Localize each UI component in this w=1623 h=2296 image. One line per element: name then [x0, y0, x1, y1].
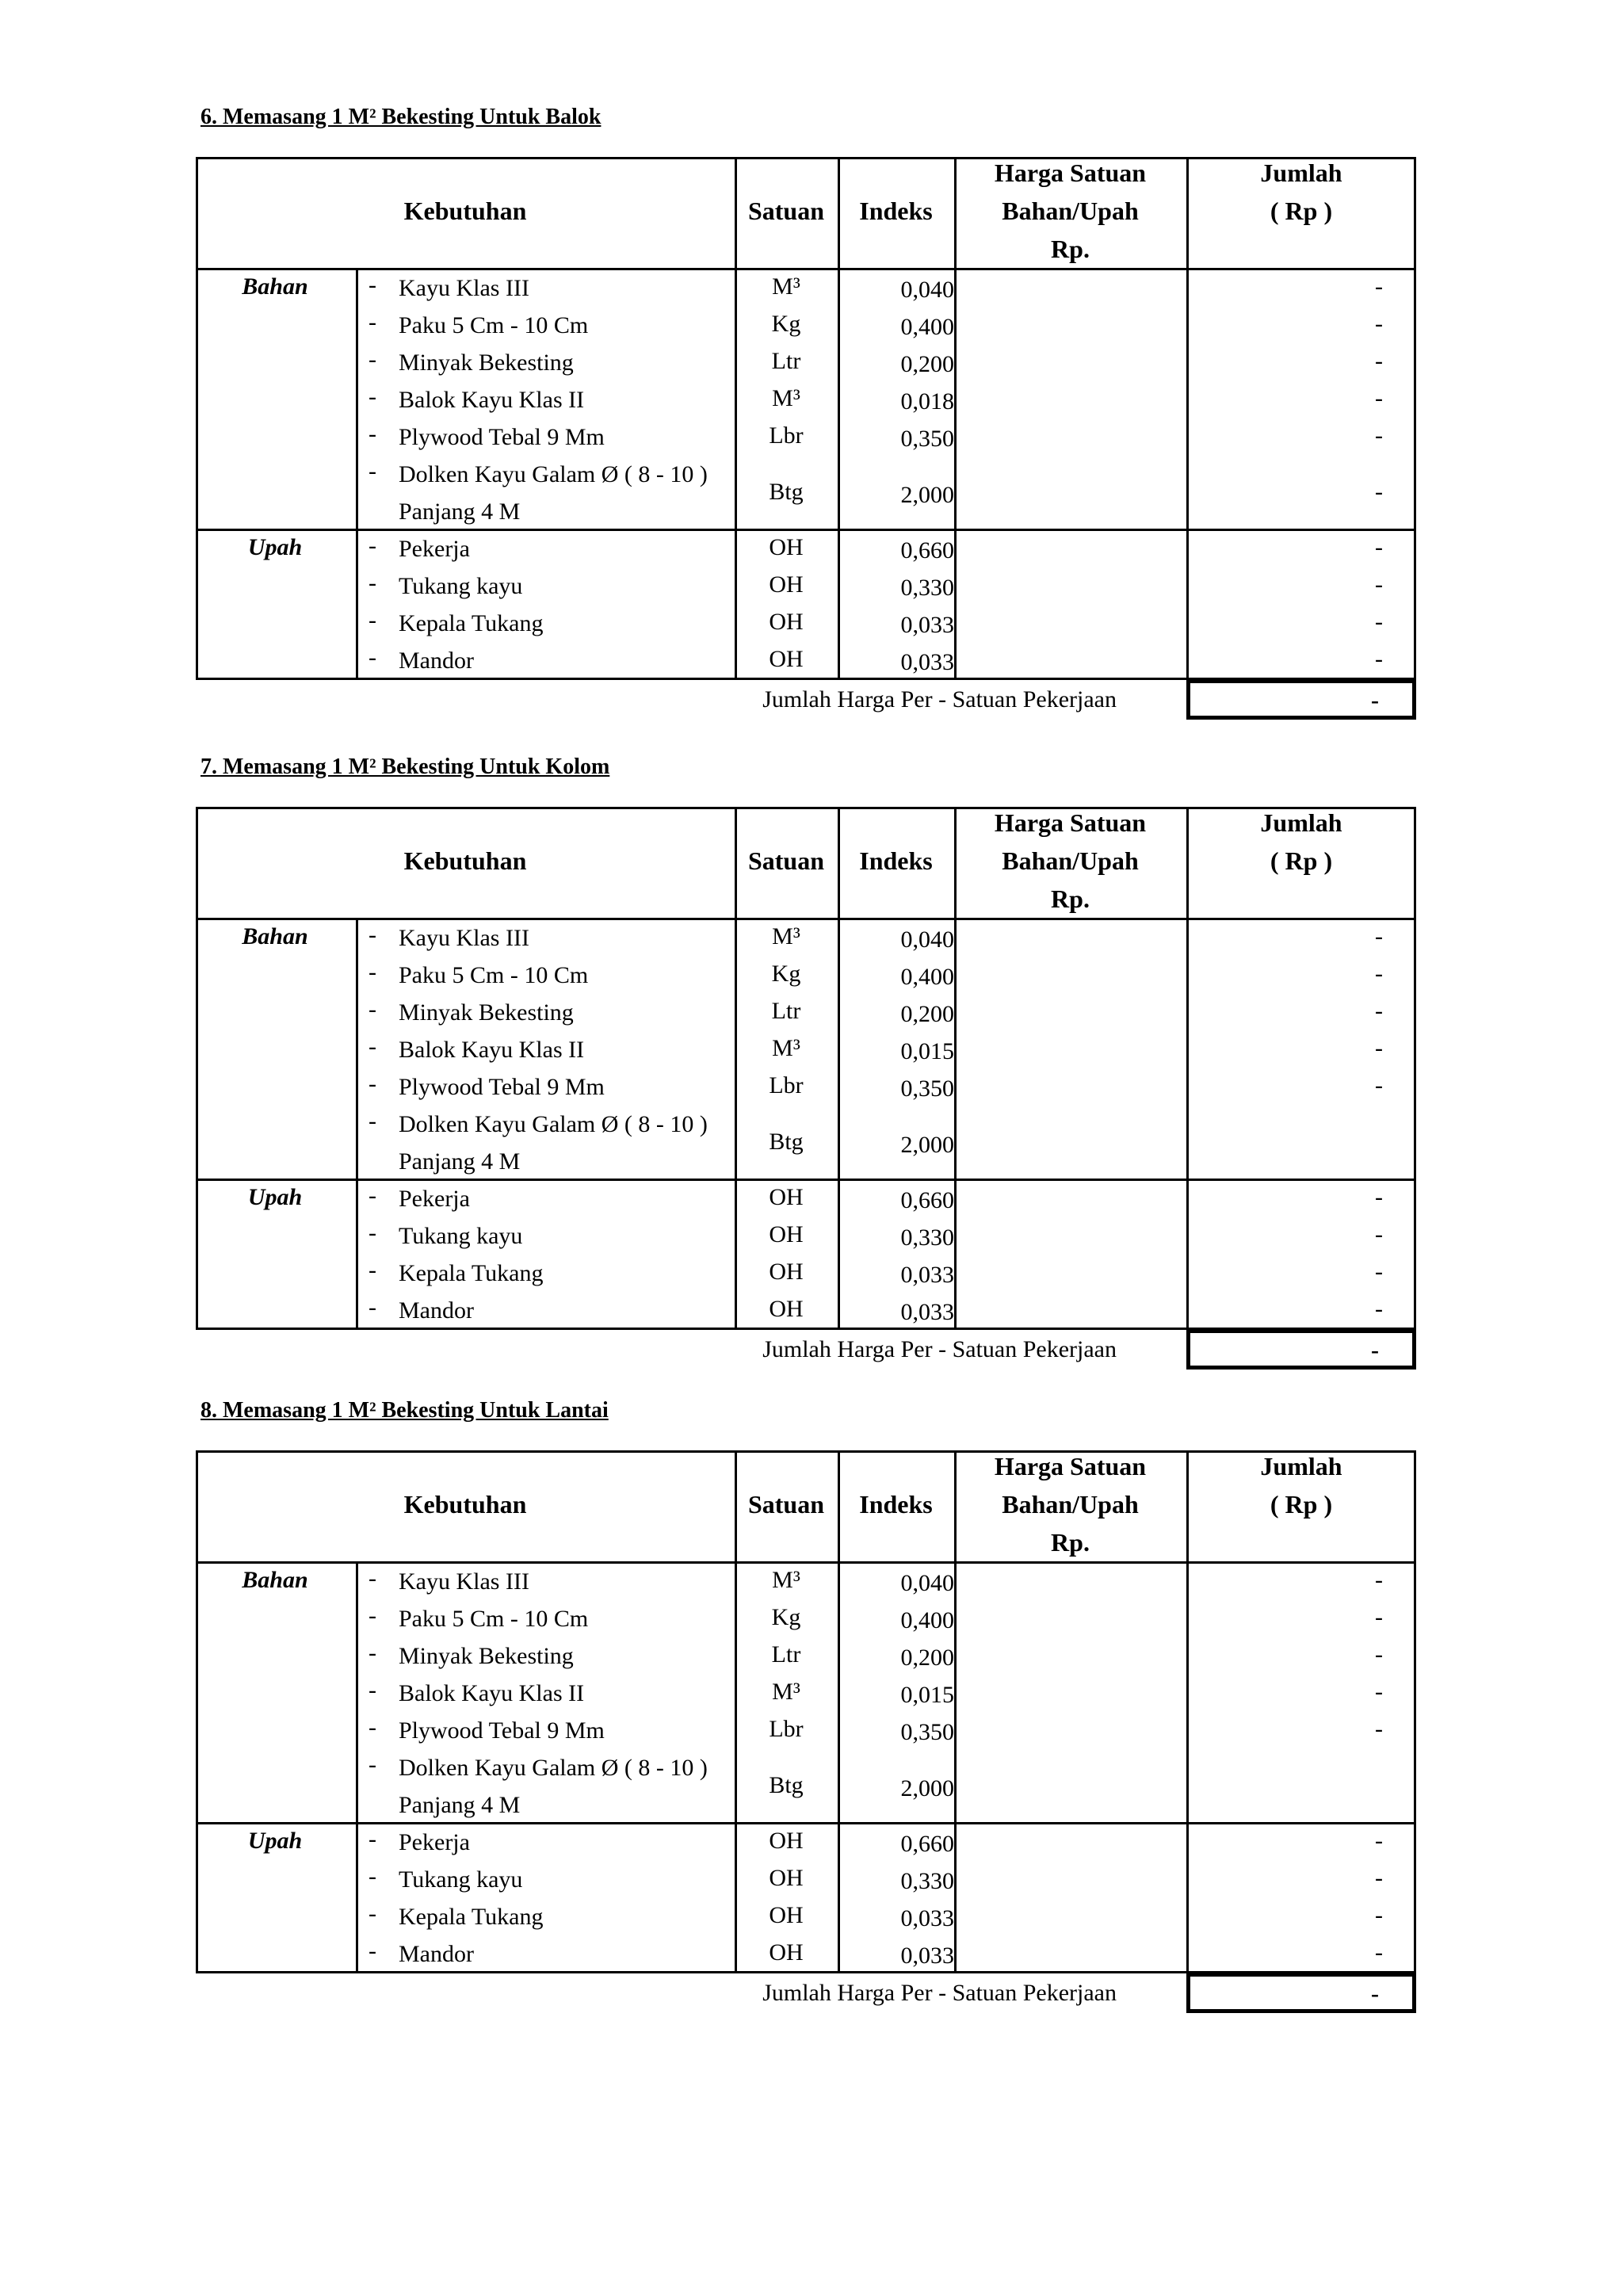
table-divider [356, 918, 358, 1330]
item-name: Pekerja [399, 1186, 470, 1212]
header-satuan: Satuan [747, 846, 825, 875]
item-name: Dolken Kayu Galam Ø ( 8 - 10 ) [399, 1755, 708, 1781]
row-dash: - [369, 607, 376, 633]
index-cell: 0,200 [900, 351, 954, 377]
item-name: Plywood Tebal 9 Mm [399, 424, 605, 450]
item-name: Balok Kayu Klas II [399, 387, 585, 413]
header-kebutuhan: Kebutuhan [403, 197, 527, 225]
jumlah-cell: - [1375, 1567, 1383, 1593]
index-cell: 0,350 [900, 426, 954, 452]
section-6 [196, 105, 1416, 713]
index-cell: 0,350 [900, 1075, 954, 1102]
item-name: Tukang kayu [399, 1223, 523, 1249]
jumlah-cell: - [1375, 1641, 1383, 1668]
category-label: Upah [247, 534, 303, 560]
item-name: Mandor [399, 1941, 474, 1967]
item-name: Mandor [399, 648, 474, 674]
jumlah-cell: - [1375, 1184, 1383, 1210]
jumlah-cell: - [1375, 1865, 1383, 1891]
row-dash: - [369, 1294, 376, 1320]
header-kebutuhan: Kebutuhan [403, 846, 527, 875]
header-satuan: Satuan [747, 197, 825, 225]
header-jumlah-line2: ( Rp ) [1270, 846, 1333, 875]
row-dash: - [369, 1108, 376, 1134]
total-box [1186, 679, 1416, 720]
row-dash: - [369, 1714, 376, 1740]
row-dash: - [369, 1677, 376, 1703]
section-8 [196, 1398, 1416, 2007]
index-cell: 2,000 [900, 1131, 954, 1158]
index-cell: 0,400 [900, 1607, 954, 1633]
item-name-continued: Panjang 4 M [399, 1792, 521, 1818]
header-harga-line3: Rp. [1051, 884, 1090, 913]
unit-cell: OH [769, 534, 804, 560]
row-dash: - [369, 1071, 376, 1097]
jumlah-cell: - [1375, 1679, 1383, 1705]
index-cell: 0,015 [900, 1038, 954, 1064]
section-title: 7. Memasang 1 M² Bekesting Untuk Kolom [200, 755, 610, 779]
index-cell: 0,033 [900, 1262, 954, 1288]
header-jumlah-line2: ( Rp ) [1270, 197, 1333, 225]
jumlah-cell: - [1375, 1604, 1383, 1630]
jumlah-cell: - [1375, 1939, 1383, 1966]
item-name: Balok Kayu Klas II [399, 1680, 585, 1706]
jumlah-cell: - [1375, 478, 1383, 505]
row-dash: - [369, 1033, 376, 1060]
unit-cell: Btg [769, 1128, 804, 1155]
item-name: Balok Kayu Klas II [399, 1037, 585, 1063]
index-cell: 0,040 [900, 926, 954, 953]
header-indeks: Indeks [859, 846, 933, 875]
item-name: Tukang kayu [399, 1866, 523, 1893]
item-name: Minyak Bekesting [399, 999, 574, 1026]
section-title: 6. Memasang 1 M² Bekesting Untuk Balok [200, 105, 601, 129]
index-cell: 0,330 [900, 1868, 954, 1894]
header-harga-line1: Harga Satuan [994, 808, 1147, 837]
index-cell: 0,660 [900, 1831, 954, 1857]
unit-cell: OH [769, 609, 804, 635]
header-jumlah-line1: Jumlah [1260, 1452, 1342, 1480]
cost-table [196, 1450, 1416, 2013]
unit-cell: Ltr [771, 1641, 801, 1668]
unit-cell: M³ [772, 1567, 800, 1593]
total-box [1186, 1329, 1416, 1370]
unit-cell: OH [769, 1902, 804, 1928]
item-name: Pekerja [399, 1829, 470, 1855]
jumlah-cell: - [1375, 998, 1383, 1024]
header-indeks: Indeks [859, 197, 933, 225]
unit-cell: Btg [769, 1771, 804, 1798]
unit-cell: OH [769, 1865, 804, 1891]
unit-cell: OH [769, 646, 804, 672]
jumlah-cell [1186, 1767, 1383, 1804]
unit-cell: OH [769, 1184, 804, 1210]
header-harga-line1: Harga Satuan [994, 1452, 1147, 1480]
header-harga-line2: Bahan/Upah [1002, 846, 1139, 875]
item-name: Paku 5 Cm - 10 Cm [399, 962, 589, 988]
row-dash: - [369, 533, 376, 559]
item-name: Pekerja [399, 536, 470, 562]
row-dash: - [369, 1938, 376, 1964]
unit-cell: Lbr [769, 1072, 804, 1098]
section-7 [196, 755, 1416, 1363]
table-divider [356, 268, 358, 680]
index-cell: 0,330 [900, 575, 954, 601]
index-cell: 0,033 [900, 1943, 954, 1969]
jumlah-cell: - [1375, 571, 1383, 598]
index-cell: 0,330 [900, 1224, 954, 1251]
unit-cell: M³ [772, 1679, 800, 1705]
jumlah-cell: - [1375, 1296, 1383, 1322]
unit-cell: Kg [771, 961, 801, 987]
unit-cell: M³ [772, 1035, 800, 1061]
row-dash: - [369, 1901, 376, 1927]
header-harga-line1: Harga Satuan [994, 159, 1147, 187]
header-jumlah-line1: Jumlah [1260, 808, 1342, 837]
index-cell: 0,033 [900, 612, 954, 638]
index-cell: 0,200 [900, 1645, 954, 1671]
total-label: Jumlah Harga Per - Satuan Pekerjaan [762, 1980, 1117, 2006]
row-dash: - [369, 1863, 376, 1889]
jumlah-cell: - [1375, 422, 1383, 449]
index-cell: 2,000 [900, 481, 954, 508]
index-cell: 0,660 [900, 1187, 954, 1213]
section-title: 8. Memasang 1 M² Bekesting Untuk Lantai [200, 1398, 609, 1423]
total-label: Jumlah Harga Per - Satuan Pekerjaan [762, 1336, 1117, 1362]
cost-table [196, 807, 1416, 1370]
item-name: Kepala Tukang [399, 610, 544, 636]
index-cell: 0,033 [900, 1905, 954, 1931]
index-cell: 0,040 [900, 277, 954, 303]
item-name-continued: Panjang 4 M [399, 499, 521, 525]
index-cell: 2,000 [900, 1775, 954, 1801]
row-dash: - [369, 458, 376, 484]
row-dash: - [369, 570, 376, 596]
index-cell: 0,033 [900, 1299, 954, 1325]
header-jumlah-line1: Jumlah [1260, 159, 1342, 187]
jumlah-cell: - [1375, 1716, 1383, 1742]
item-name: Paku 5 Cm - 10 Cm [399, 312, 589, 338]
item-name: Tukang kayu [399, 573, 523, 599]
index-cell: 0,018 [900, 388, 954, 415]
jumlah-cell: - [1375, 1035, 1383, 1061]
row-dash: - [369, 1826, 376, 1852]
item-name: Minyak Bekesting [399, 1643, 574, 1669]
category-label: Bahan [242, 923, 308, 949]
unit-cell: Kg [771, 1604, 801, 1630]
item-name: Plywood Tebal 9 Mm [399, 1074, 605, 1100]
jumlah-cell: - [1375, 1828, 1383, 1854]
total-box [1186, 1973, 1416, 2013]
category-label: Bahan [242, 273, 308, 300]
header-harga-line3: Rp. [1051, 235, 1090, 263]
row-dash: - [369, 922, 376, 948]
jumlah-cell: - [1375, 1259, 1383, 1285]
cost-table [196, 157, 1416, 720]
header-jumlah-line2: ( Rp ) [1270, 1490, 1333, 1519]
row-dash: - [369, 1640, 376, 1666]
item-name: Minyak Bekesting [399, 350, 574, 376]
unit-cell: Lbr [769, 1716, 804, 1742]
row-dash: - [369, 384, 376, 410]
unit-cell: Ltr [771, 348, 801, 374]
index-cell: 0,033 [900, 649, 954, 675]
jumlah-cell: - [1375, 273, 1383, 300]
row-dash: - [369, 1257, 376, 1283]
header-satuan: Satuan [747, 1490, 825, 1519]
item-name-continued: Panjang 4 M [399, 1148, 521, 1175]
unit-cell: OH [769, 1828, 804, 1854]
unit-cell: OH [769, 1221, 804, 1247]
item-name: Kayu Klas III [399, 925, 529, 951]
jumlah-cell: - [1375, 311, 1383, 337]
index-cell: 0,400 [900, 964, 954, 990]
category-label: Upah [247, 1184, 303, 1210]
jumlah-cell: - [1375, 1072, 1383, 1098]
unit-cell: Kg [771, 311, 801, 337]
table-divider [356, 1561, 358, 1973]
index-cell: 0,400 [900, 314, 954, 340]
total-value: - [1371, 1337, 1379, 1363]
item-name: Plywood Tebal 9 Mm [399, 1717, 605, 1744]
jumlah-cell: - [1375, 385, 1383, 411]
total-value: - [1371, 687, 1379, 713]
category-label: Bahan [242, 1567, 308, 1593]
item-name: Kayu Klas III [399, 1568, 529, 1595]
header-harga-line3: Rp. [1051, 1528, 1090, 1557]
jumlah-cell: - [1375, 1902, 1383, 1928]
unit-cell: OH [769, 1939, 804, 1966]
unit-cell: M³ [772, 273, 800, 300]
index-cell: 0,660 [900, 537, 954, 563]
header-kebutuhan: Kebutuhan [403, 1490, 527, 1519]
row-dash: - [369, 1182, 376, 1209]
index-cell: 0,015 [900, 1682, 954, 1708]
item-name: Kepala Tukang [399, 1904, 544, 1930]
item-name: Paku 5 Cm - 10 Cm [399, 1606, 589, 1632]
row-dash: - [369, 644, 376, 670]
row-dash: - [369, 346, 376, 372]
jumlah-cell: - [1375, 534, 1383, 560]
unit-cell: Ltr [771, 998, 801, 1024]
header-indeks: Indeks [859, 1490, 933, 1519]
unit-cell: OH [769, 1259, 804, 1285]
header-harga-line2: Bahan/Upah [1002, 197, 1139, 225]
jumlah-cell: - [1375, 1221, 1383, 1247]
jumlah-cell: - [1375, 646, 1383, 672]
unit-cell: Btg [769, 478, 804, 505]
jumlah-cell: - [1375, 923, 1383, 949]
item-name: Kepala Tukang [399, 1260, 544, 1286]
jumlah-cell: - [1375, 348, 1383, 374]
total-value: - [1371, 1981, 1379, 2007]
unit-cell: OH [769, 571, 804, 598]
row-dash: - [369, 421, 376, 447]
category-label: Upah [247, 1828, 303, 1854]
index-cell: 0,040 [900, 1570, 954, 1596]
index-cell: 0,200 [900, 1001, 954, 1027]
jumlah-cell [1186, 1123, 1383, 1160]
total-label: Jumlah Harga Per - Satuan Pekerjaan [762, 686, 1117, 712]
unit-cell: M³ [772, 385, 800, 411]
row-dash: - [369, 1603, 376, 1629]
row-dash: - [369, 272, 376, 298]
row-dash: - [369, 959, 376, 985]
row-dash: - [369, 1220, 376, 1246]
unit-cell: Lbr [769, 422, 804, 449]
unit-cell: OH [769, 1296, 804, 1322]
row-dash: - [369, 1565, 376, 1591]
jumlah-cell: - [1375, 961, 1383, 987]
item-name: Mandor [399, 1297, 474, 1324]
header-harga-line2: Bahan/Upah [1002, 1490, 1139, 1519]
jumlah-cell: - [1375, 609, 1383, 635]
row-dash: - [369, 996, 376, 1022]
item-name: Dolken Kayu Galam Ø ( 8 - 10 ) [399, 461, 708, 487]
unit-cell: M³ [772, 923, 800, 949]
index-cell: 0,350 [900, 1719, 954, 1745]
row-dash: - [369, 309, 376, 335]
item-name: Dolken Kayu Galam Ø ( 8 - 10 ) [399, 1111, 708, 1137]
item-name: Kayu Klas III [399, 275, 529, 301]
row-dash: - [369, 1752, 376, 1778]
